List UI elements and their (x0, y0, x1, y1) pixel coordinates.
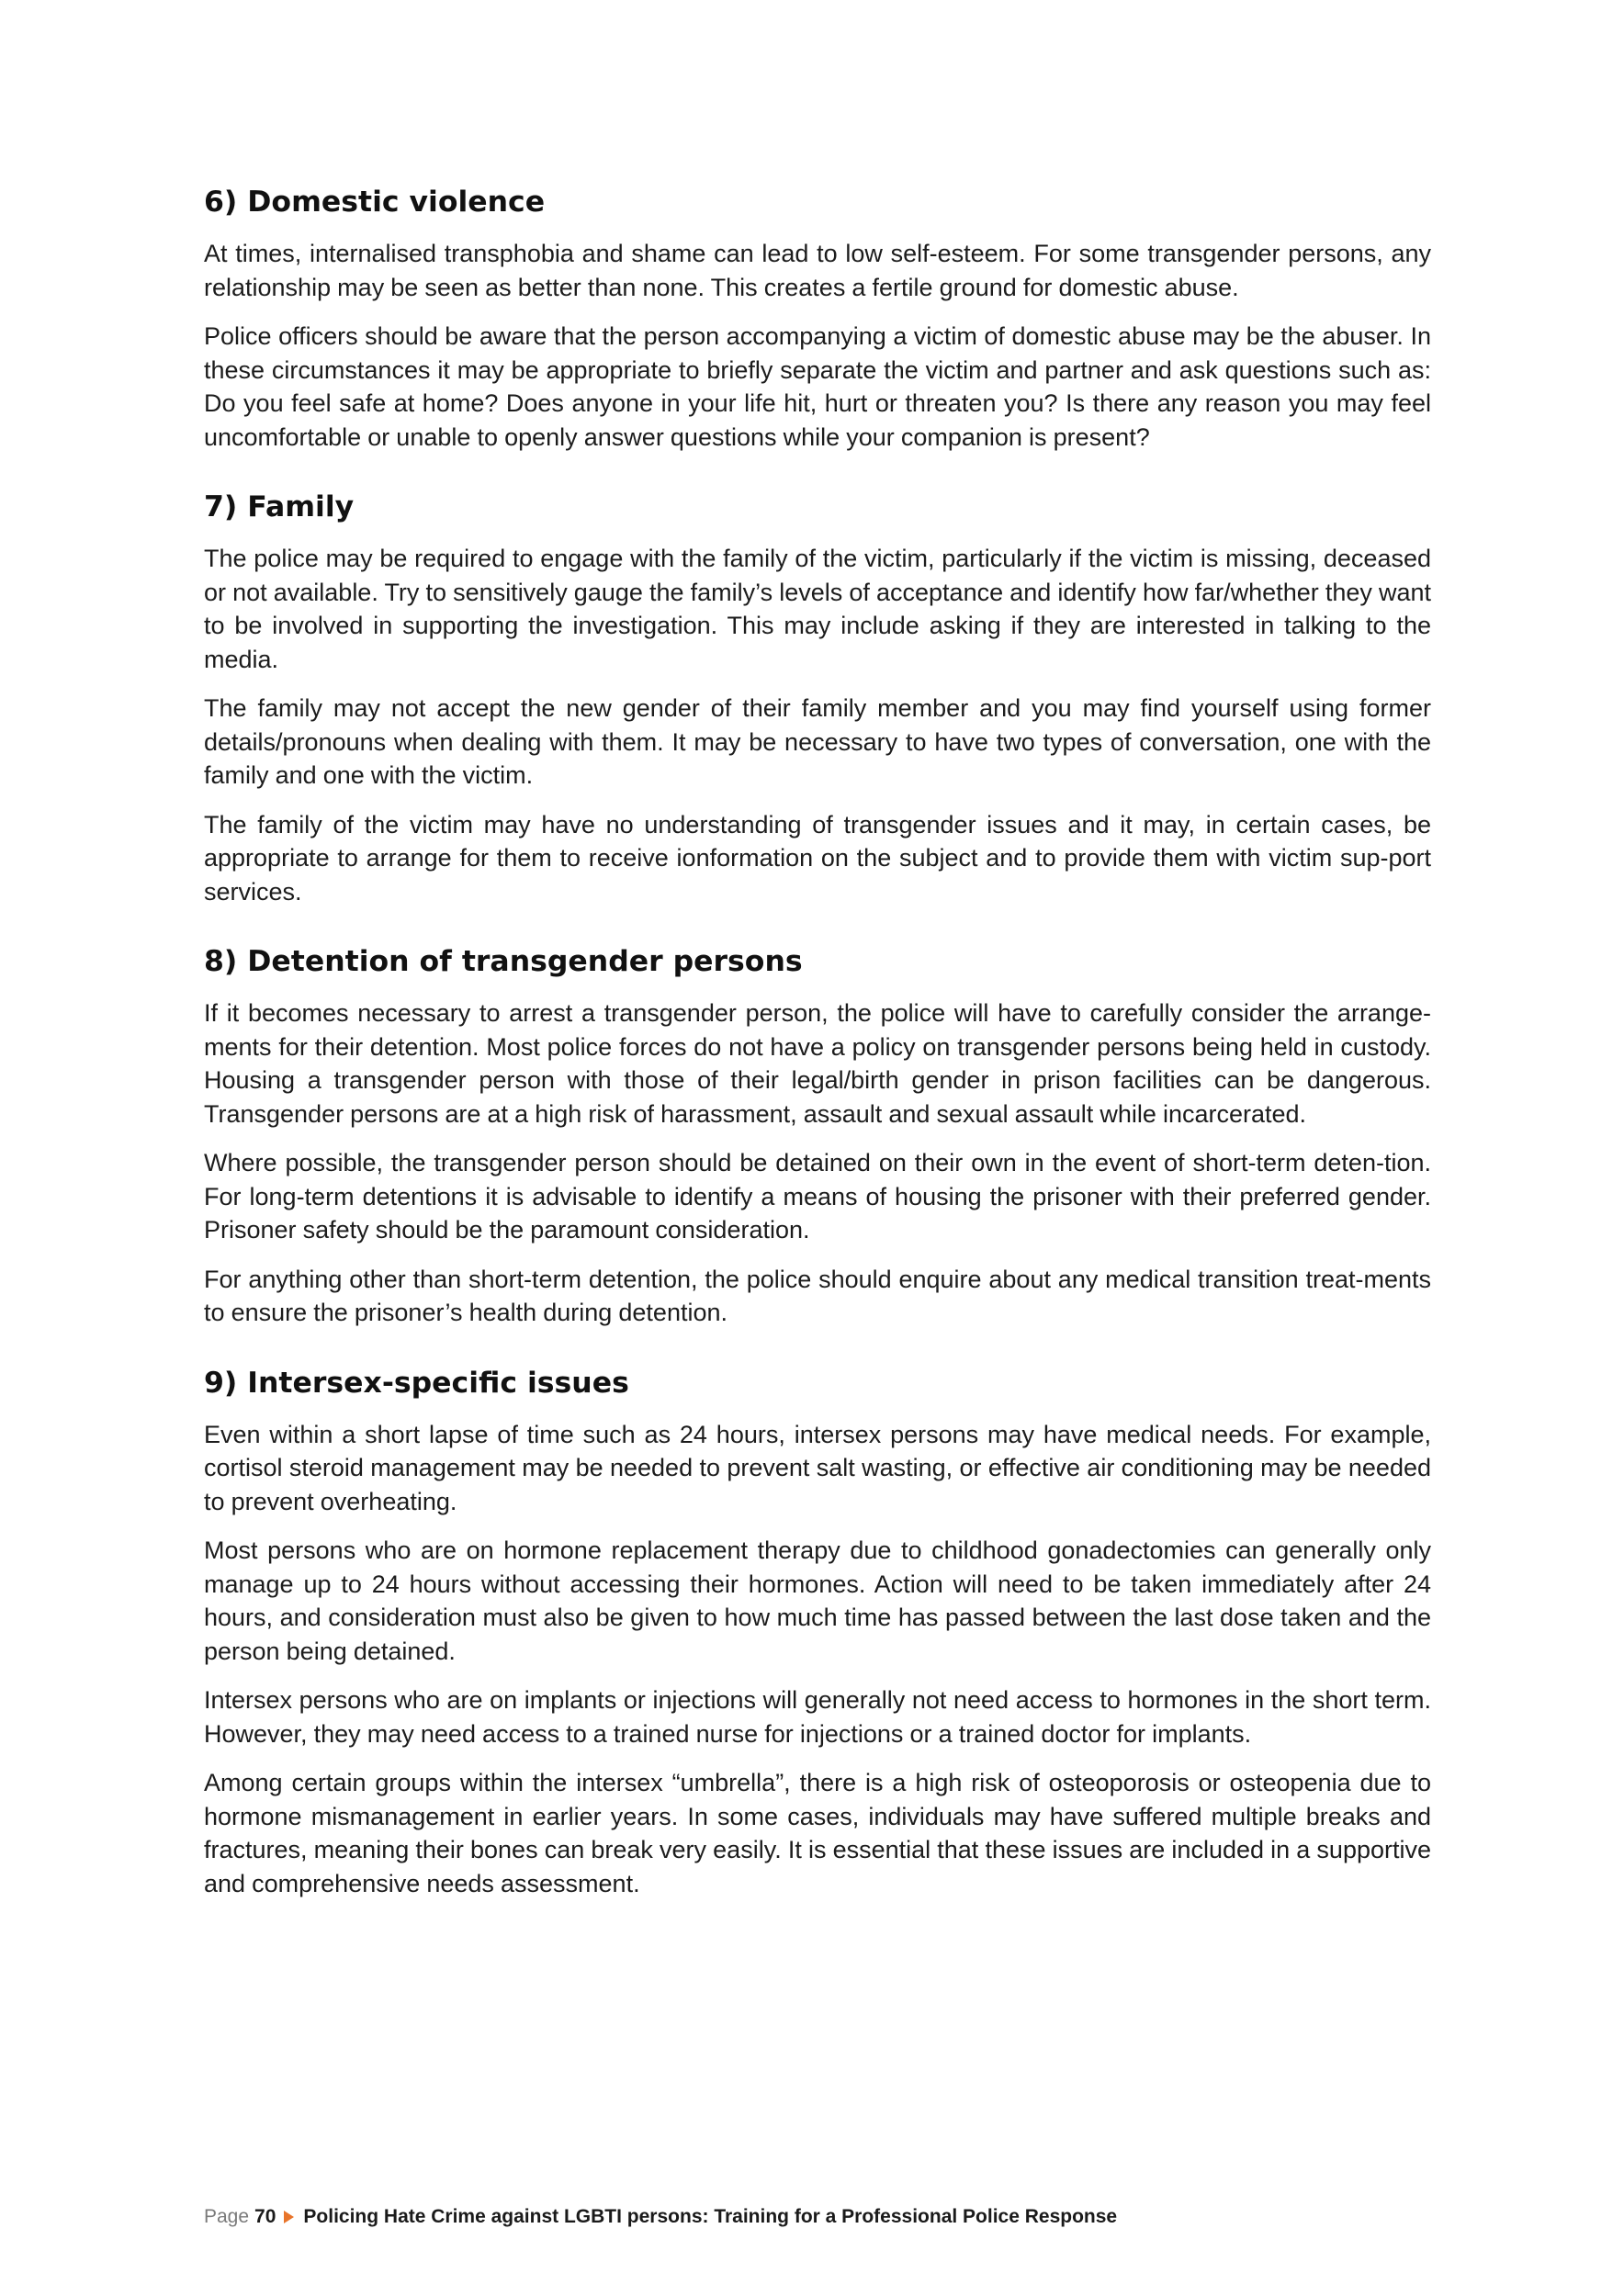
section-family (204, 485, 1431, 908)
triangle-right-icon (284, 2211, 294, 2223)
paragraph: If it becomes necessary to arrest a transgender person, the police will have to carefully consider the arrange-ments for their detention. Most police forces do not have a policy on transgender persons being held in custody. Housing a transgender person with those of their legal/birth gender in prison facilities can be dangerous. Transgender persons are at a high risk of harassment, assault and sexual assault while incarcerated. (204, 999, 1431, 1128)
footer-publication-title: Policing Hate Crime against LGBTI persons: Training for a Professional Police Response (303, 2206, 1118, 2227)
paragraph: The police may be required to engage with the family of the victim, particularly if the victim is missing, deceased or not available. Try to sensitively gauge the family’s levels of acceptance and identify how far/whether they want to be involved in supporting the investigation. This may include asking if they are interested in talking to the media. (204, 545, 1431, 673)
page-footer (204, 2203, 1117, 2231)
paragraph: Where possible, the transgender person should be detained on their own in the event of short-term deten-tion. For long-term detentions it is advisable to identify a means of housing the prisoner with their preferred gender. Prisoner safety should be the paramount consideration. (204, 1149, 1431, 1244)
paragraph: The family of the victim may have no understanding of transgender issues and it may, in certain cases, be appropriate to arrange for them to receive ionformation on the subject and to provide them with victim sup-port services. (204, 810, 1431, 906)
paragraph: For anything other than short-term detention, the police should enquire about any medical transition treat-ments to ensure the prisoner’s health during detention. (204, 1265, 1431, 1326)
section-domestic-violence (204, 180, 1431, 454)
paragraph: Intersex persons who are on implants or injections will generally not need access to hormones in the short term. However, they may need access to a trained nurse for injections or a trained doctor for implants. (204, 1686, 1431, 1748)
section-intersex-issues (204, 1361, 1431, 1901)
paragraph: Most persons who are on hormone replacement therapy due to childhood gonadectomies can generally only manage up to 24 hours without accessing their hormones. Action will need to be taken immediately after 24 hours, and consideration must also be given to how much time has passed between the last dose taken and the person being detained. (204, 1536, 1431, 1665)
paragraph: Even within a short lapse of time such as 24 hours, intersex persons may have medical needs. For example, cortisol steroid management may be needed to prevent salt wasting, or effective air conditioning may be needed to prevent overheating. (204, 1420, 1431, 1515)
section-title: 8) Detention of transgender persons (204, 945, 803, 978)
section-title: 6) Domestic violence (204, 186, 546, 219)
paragraph: At times, internalised transphobia and shame can lead to low self-esteem. For some transgender persons, any relationship may be seen as better than none. This creates a fertile ground for domestic abuse. (204, 240, 1431, 301)
section-detention (204, 940, 1431, 1330)
section-title: 7) Family (204, 490, 355, 523)
paragraph: Among certain groups within the intersex “umbrella”, there is a high risk of osteoporosis or osteopenia due to hormone mismanagement in earlier years. In some cases, individuals may have suffered multiple breaks and fractures, meaning their bones can break very easily. It is essential that these issues are included in a supportive and comprehensive needs assessment. (204, 1769, 1431, 1897)
footer-page-label: Page (204, 2206, 250, 2227)
paragraph: The family may not accept the new gender of their family member and you may find yourself using former details/pronouns when dealing with them. It may be necessary to have two types of conversation, one with the family and one with the victim. (204, 694, 1431, 789)
section-title: 9) Intersex-specific issues (204, 1366, 629, 1400)
paragraph: Police officers should be aware that the person accompanying a victim of domestic abuse may be the abuser. In these circumstances it may be appropriate to briefly separate the victim and partner and ask questions such as: Do you feel safe at home? Does anyone in your life hit, hurt or threaten you? Is there any reason you may feel uncomfortable or unable to openly answer questions while your companion is present? (204, 322, 1431, 451)
page-content (204, 180, 1431, 1900)
footer-page-number: 70 (254, 2206, 276, 2227)
